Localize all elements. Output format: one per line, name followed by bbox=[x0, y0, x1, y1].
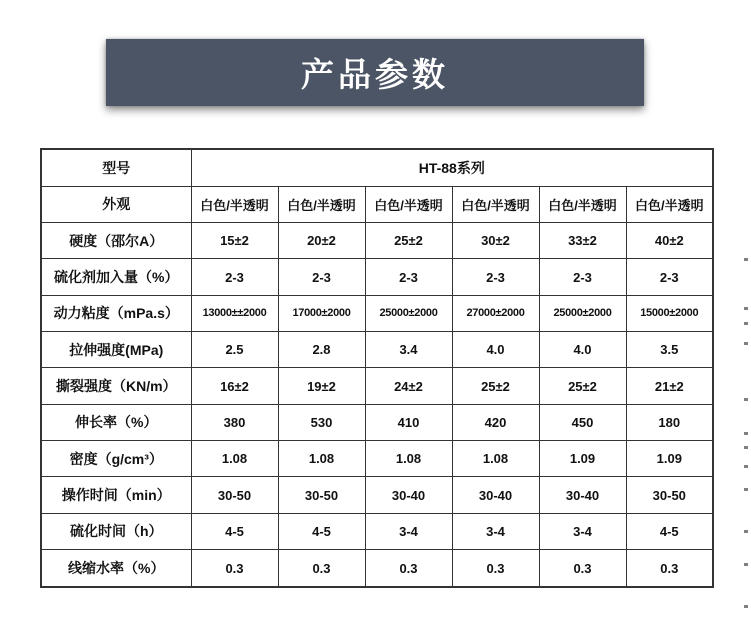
spec-value: 0.3 bbox=[452, 550, 539, 587]
spec-value: 21±2 bbox=[626, 368, 713, 404]
spec-value: 1.09 bbox=[539, 441, 626, 477]
spec-value: 4-5 bbox=[278, 513, 365, 549]
spec-value: 30-50 bbox=[626, 477, 713, 513]
spec-value: 19±2 bbox=[278, 368, 365, 404]
spec-value: 0.3 bbox=[626, 550, 713, 587]
spec-value: 2-3 bbox=[539, 259, 626, 295]
spec-value: 白色/半透明 bbox=[626, 186, 713, 222]
table-row bbox=[41, 404, 713, 440]
spec-value: 1.08 bbox=[365, 441, 452, 477]
spec-value: 4.0 bbox=[452, 332, 539, 368]
spec-value: 2.5 bbox=[191, 332, 278, 368]
table-row bbox=[41, 295, 713, 331]
product-spec-table bbox=[40, 148, 714, 588]
spec-value: 25±2 bbox=[539, 368, 626, 404]
spec-value: 2.8 bbox=[278, 332, 365, 368]
spec-label: 拉伸强度(MPa) bbox=[41, 332, 191, 368]
spec-label: 硫化剂加入量（%） bbox=[41, 259, 191, 295]
spec-label: 外观 bbox=[41, 186, 191, 222]
spec-label: 密度（g/cm³） bbox=[41, 441, 191, 477]
spec-value: 450 bbox=[539, 404, 626, 440]
spec-value: 25000±2000 bbox=[539, 295, 626, 331]
spec-value: 33±2 bbox=[539, 223, 626, 259]
spec-value: 30±2 bbox=[452, 223, 539, 259]
spec-label: 操作时间（min） bbox=[41, 477, 191, 513]
edge-artifact-mark bbox=[744, 342, 748, 345]
spec-value: 40±2 bbox=[626, 223, 713, 259]
spec-label: 撕裂强度（KN/m） bbox=[41, 368, 191, 404]
spec-value: 30-40 bbox=[452, 477, 539, 513]
spec-value: 410 bbox=[365, 404, 452, 440]
spec-value-model-series: HT-88系列 bbox=[191, 149, 713, 186]
title-banner bbox=[106, 39, 644, 106]
table-row bbox=[41, 332, 713, 368]
spec-value: 0.3 bbox=[539, 550, 626, 587]
spec-value: 白色/半透明 bbox=[539, 186, 626, 222]
spec-value: 2-3 bbox=[278, 259, 365, 295]
table-row bbox=[41, 259, 713, 295]
spec-value: 24±2 bbox=[365, 368, 452, 404]
spec-value: 3.4 bbox=[365, 332, 452, 368]
edge-artifact-mark bbox=[744, 488, 748, 491]
spec-value: 2-3 bbox=[452, 259, 539, 295]
page-title: 产品参数 bbox=[301, 56, 449, 93]
spec-value: 180 bbox=[626, 404, 713, 440]
table-row bbox=[41, 513, 713, 549]
spec-value: 1.09 bbox=[626, 441, 713, 477]
spec-value: 380 bbox=[191, 404, 278, 440]
edge-artifact-mark bbox=[744, 398, 748, 401]
spec-value: 1.08 bbox=[452, 441, 539, 477]
spec-value: 4-5 bbox=[626, 513, 713, 549]
spec-value: 4-5 bbox=[191, 513, 278, 549]
spec-label: 线缩水率（%） bbox=[41, 550, 191, 587]
spec-value: 4.0 bbox=[539, 332, 626, 368]
spec-value: 0.3 bbox=[278, 550, 365, 587]
table-row bbox=[41, 186, 713, 222]
spec-value: 1.08 bbox=[191, 441, 278, 477]
edge-artifact-mark bbox=[744, 432, 748, 435]
edge-artifact-mark bbox=[744, 465, 748, 468]
spec-value: 2-3 bbox=[626, 259, 713, 295]
edge-artifact-mark bbox=[744, 258, 748, 261]
edge-artifact-mark bbox=[744, 322, 748, 325]
edge-artifact-mark bbox=[744, 446, 748, 449]
table-row bbox=[41, 368, 713, 404]
spec-value: 3-4 bbox=[452, 513, 539, 549]
spec-value: 0.3 bbox=[191, 550, 278, 587]
edge-artifact-mark bbox=[744, 530, 748, 533]
spec-value: 17000±2000 bbox=[278, 295, 365, 331]
table-row bbox=[41, 441, 713, 477]
spec-value: 16±2 bbox=[191, 368, 278, 404]
edge-artifact-mark bbox=[744, 563, 748, 566]
spec-value: 3-4 bbox=[539, 513, 626, 549]
spec-value: 白色/半透明 bbox=[278, 186, 365, 222]
spec-value: 2-3 bbox=[365, 259, 452, 295]
spec-value: 25000±2000 bbox=[365, 295, 452, 331]
spec-value: 420 bbox=[452, 404, 539, 440]
spec-value: 30-50 bbox=[191, 477, 278, 513]
spec-value: 27000±2000 bbox=[452, 295, 539, 331]
spec-label: 动力粘度（mPa.s） bbox=[41, 295, 191, 331]
spec-value: 25±2 bbox=[452, 368, 539, 404]
edge-artifact-mark bbox=[744, 605, 748, 608]
spec-value: 20±2 bbox=[278, 223, 365, 259]
spec-value: 25±2 bbox=[365, 223, 452, 259]
spec-value: 530 bbox=[278, 404, 365, 440]
spec-value: 30-50 bbox=[278, 477, 365, 513]
spec-value: 3-4 bbox=[365, 513, 452, 549]
spec-value: 白色/半透明 bbox=[365, 186, 452, 222]
spec-value: 15000±2000 bbox=[626, 295, 713, 331]
table-row bbox=[41, 477, 713, 513]
spec-value: 13000±±2000 bbox=[191, 295, 278, 331]
spec-value: 2-3 bbox=[191, 259, 278, 295]
table-row bbox=[41, 223, 713, 259]
spec-value: 白色/半透明 bbox=[191, 186, 278, 222]
spec-value: 白色/半透明 bbox=[452, 186, 539, 222]
edge-artifact-mark bbox=[744, 307, 748, 310]
spec-value: 15±2 bbox=[191, 223, 278, 259]
table-row-model bbox=[41, 149, 713, 186]
table-row bbox=[41, 550, 713, 587]
spec-value: 3.5 bbox=[626, 332, 713, 368]
spec-value: 1.08 bbox=[278, 441, 365, 477]
spec-value: 30-40 bbox=[365, 477, 452, 513]
spec-label: 硫化时间（h） bbox=[41, 513, 191, 549]
spec-label-model: 型号 bbox=[41, 149, 191, 186]
spec-value: 0.3 bbox=[365, 550, 452, 587]
spec-value: 30-40 bbox=[539, 477, 626, 513]
spec-label: 硬度（邵尔A） bbox=[41, 223, 191, 259]
spec-label: 伸长率（%） bbox=[41, 404, 191, 440]
